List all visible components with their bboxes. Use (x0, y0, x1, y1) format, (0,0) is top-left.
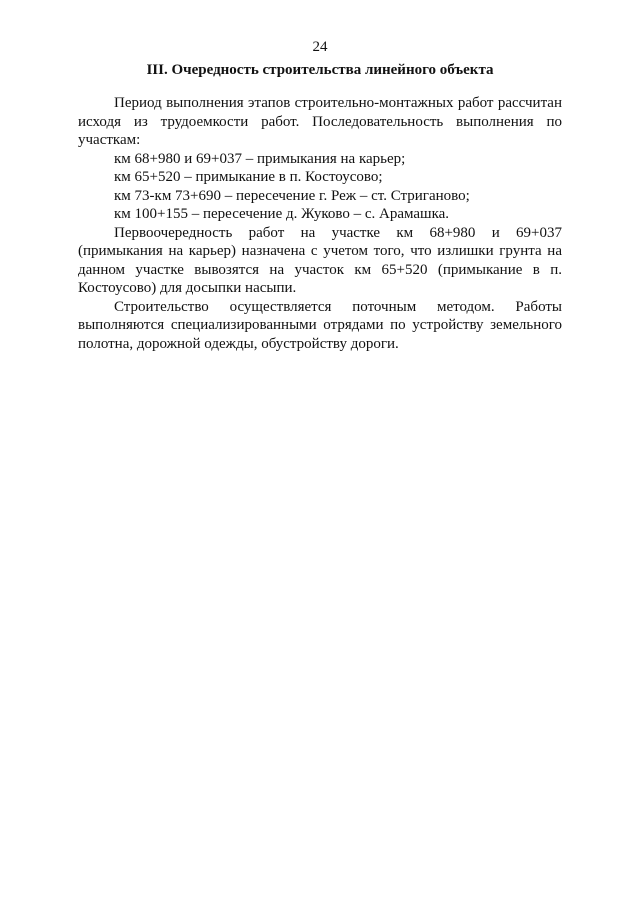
intro-paragraph: Период выполнения этапов строительно-монтажных работ рассчитан исходя из трудоемкости работ. Последовательность выполнения по участкам: (78, 95, 562, 148)
method-paragraph: Строительство осуществляется поточным методом. Работы выполняются специализированными отрядами по устройству земельного полотна, дорожной одежды, обустройству дороги. (78, 298, 562, 352)
section-title: III. Очередность строительства линейного объекта (146, 62, 494, 78)
section-line: км 100+155 – пересечение д. Жуково – с. Арамашка. (114, 206, 450, 222)
section-line: км 68+980 и 69+037 – примыкания на карьер; (114, 150, 406, 167)
section-line: км 65+520 – примыкание в п. Костоусово; (114, 169, 383, 185)
priority-paragraph: Первоочередность работ на участке км 68+980 и 69+037 (примыкания на карьер) назначена с учетом того, что излишки грунта на данном участке вывозятся на участок км 65+520 (примыкание в п. Костоусово) для досыпки насыпи. (78, 224, 562, 296)
section-line: км 73-км 73+690 – пересечение г. Реж – ст. Стриганово; (114, 187, 470, 204)
page-number: 24 (312, 39, 328, 55)
document-body (78, 94, 562, 353)
